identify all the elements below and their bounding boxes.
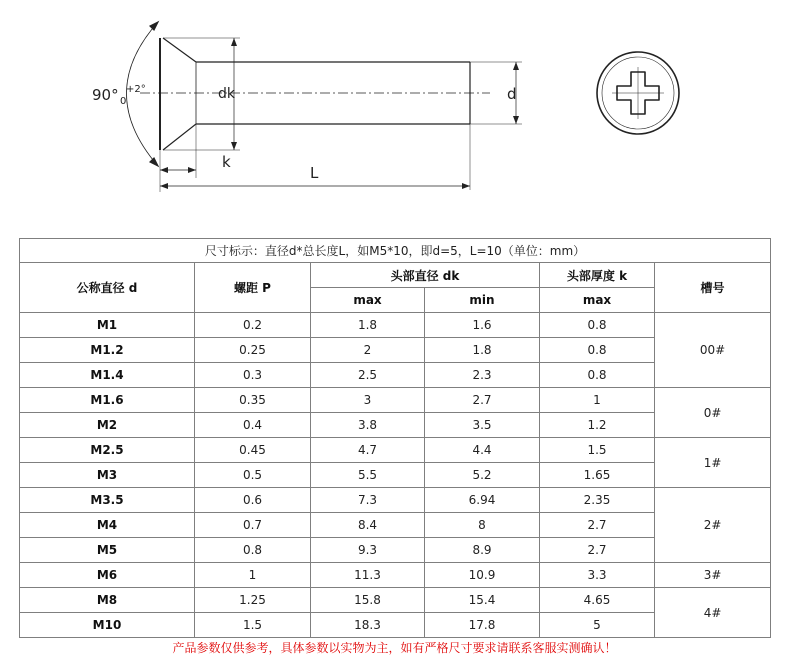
- cell-d: M1.4: [20, 363, 195, 388]
- cell-dk-max: 1.8: [311, 313, 425, 338]
- cell-pitch: 0.45: [195, 438, 311, 463]
- cell-dk-max: 3: [311, 388, 425, 413]
- cell-pitch: 0.3: [195, 363, 311, 388]
- cell-d: M3.5: [20, 488, 195, 513]
- head-taper-bottom: [163, 124, 196, 150]
- angle-tolerance-lower: 0: [120, 96, 127, 107]
- cell-d: M3: [20, 463, 195, 488]
- cell-slot: 00#: [655, 313, 771, 388]
- cell-pitch: 0.6: [195, 488, 311, 513]
- cell-slot: 3#: [655, 563, 771, 588]
- cell-k-max: 4.65: [540, 588, 655, 613]
- table-row: [20, 438, 771, 463]
- table-row: [20, 388, 771, 413]
- cell-k-max: 1.2: [540, 413, 655, 438]
- cell-dk-max: 7.3: [311, 488, 425, 513]
- cell-dk-max: 4.7: [311, 438, 425, 463]
- cell-d: M1: [20, 313, 195, 338]
- header-slot: 槽号: [655, 263, 771, 313]
- cell-d: M1.2: [20, 338, 195, 363]
- cell-dk-max: 8.4: [311, 513, 425, 538]
- k-label: k: [222, 153, 231, 171]
- d-arrow-bottom: [513, 116, 519, 124]
- cell-slot: 0#: [655, 388, 771, 438]
- cell-slot: 1#: [655, 438, 771, 488]
- cell-d: M2: [20, 413, 195, 438]
- header-head-thickness: 头部厚度 k: [540, 263, 655, 288]
- cell-d: M1.6: [20, 388, 195, 413]
- cell-d: M2.5: [20, 438, 195, 463]
- cell-dk-min: 2.7: [425, 388, 540, 413]
- cell-dk-min: 17.8: [425, 613, 540, 638]
- dk-arrow-top: [231, 38, 237, 46]
- L-label: L: [310, 164, 319, 182]
- head-top-view: [597, 52, 679, 134]
- table-row: [20, 588, 771, 613]
- cell-k-max: 2.35: [540, 488, 655, 513]
- L-arrow-left: [160, 183, 168, 189]
- cell-k-max: 0.8: [540, 363, 655, 388]
- cell-pitch: 0.5: [195, 463, 311, 488]
- cell-dk-max: 5.5: [311, 463, 425, 488]
- cell-d: M8: [20, 588, 195, 613]
- cell-dk-min: 6.94: [425, 488, 540, 513]
- header-dk-min: min: [425, 288, 540, 313]
- table-caption: 尺寸标示：直径d*总长度L，如M5*10，即d=5，L=10（单位：mm）: [20, 239, 771, 263]
- disclaimer-note: 产品参数仅供参考，具体参数以实物为主，如有严格尺寸要求请联系客服实测确认！: [172, 641, 617, 655]
- cell-pitch: 1.5: [195, 613, 311, 638]
- cell-dk-max: 2: [311, 338, 425, 363]
- dk-label: dk: [218, 86, 235, 102]
- header-nominal-diameter: 公称直径 d: [20, 263, 195, 313]
- cell-dk-min: 1.6: [425, 313, 540, 338]
- cell-pitch: 1.25: [195, 588, 311, 613]
- cell-k-max: 2.7: [540, 538, 655, 563]
- cell-k-max: 1: [540, 388, 655, 413]
- cell-k-max: 0.8: [540, 338, 655, 363]
- cell-k-max: 5: [540, 613, 655, 638]
- cell-dk-min: 2.3: [425, 363, 540, 388]
- cell-k-max: 1.5: [540, 438, 655, 463]
- table-row: [20, 313, 771, 338]
- cell-dk-min: 1.8: [425, 338, 540, 363]
- cell-dk-max: 2.5: [311, 363, 425, 388]
- angle-arrow-top: [150, 22, 158, 30]
- cell-dk-min: 15.4: [425, 588, 540, 613]
- k-arrow-left: [160, 167, 168, 173]
- cell-k-max: 3.3: [540, 563, 655, 588]
- cell-k-max: 2.7: [540, 513, 655, 538]
- cell-k-max: 0.8: [540, 313, 655, 338]
- d-label: d: [507, 85, 517, 103]
- cell-dk-min: 4.4: [425, 438, 540, 463]
- k-arrow-right: [188, 167, 196, 173]
- cell-slot: 4#: [655, 588, 771, 638]
- header-dk-max: max: [311, 288, 425, 313]
- dk-arrow-bottom: [231, 142, 237, 150]
- cell-dk-max: 18.3: [311, 613, 425, 638]
- cell-dk-max: 11.3: [311, 563, 425, 588]
- cell-d: M5: [20, 538, 195, 563]
- cell-pitch: 1: [195, 563, 311, 588]
- angle-label: 90°: [92, 86, 119, 104]
- cell-k-max: 1.65: [540, 463, 655, 488]
- angle-arrow-bottom: [150, 158, 158, 166]
- cell-d: M6: [20, 563, 195, 588]
- cell-pitch: 0.2: [195, 313, 311, 338]
- d-arrow-top: [513, 62, 519, 70]
- cell-pitch: 0.25: [195, 338, 311, 363]
- head-taper-top: [163, 38, 196, 62]
- screw-spec-table: [19, 238, 771, 638]
- cell-pitch: 0.8: [195, 538, 311, 563]
- cell-dk-min: 3.5: [425, 413, 540, 438]
- table-row: [20, 563, 771, 588]
- table-row: [20, 488, 771, 513]
- cell-pitch: 0.35: [195, 388, 311, 413]
- cell-d: M10: [20, 613, 195, 638]
- cell-dk-max: 9.3: [311, 538, 425, 563]
- angle-tolerance-upper: +2°: [126, 84, 146, 95]
- screw-technical-drawing: [0, 0, 790, 228]
- header-pitch: 螺距 P: [195, 263, 311, 313]
- cell-dk-max: 3.8: [311, 413, 425, 438]
- cell-dk-min: 10.9: [425, 563, 540, 588]
- header-head-diameter: 头部直径 dk: [311, 263, 540, 288]
- cell-d: M4: [20, 513, 195, 538]
- cell-dk-max: 15.8: [311, 588, 425, 613]
- cell-dk-min: 5.2: [425, 463, 540, 488]
- cell-dk-min: 8: [425, 513, 540, 538]
- header-k-max: max: [540, 288, 655, 313]
- cell-pitch: 0.4: [195, 413, 311, 438]
- cell-slot: 2#: [655, 488, 771, 563]
- L-arrow-right: [462, 183, 470, 189]
- cell-pitch: 0.7: [195, 513, 311, 538]
- cell-dk-min: 8.9: [425, 538, 540, 563]
